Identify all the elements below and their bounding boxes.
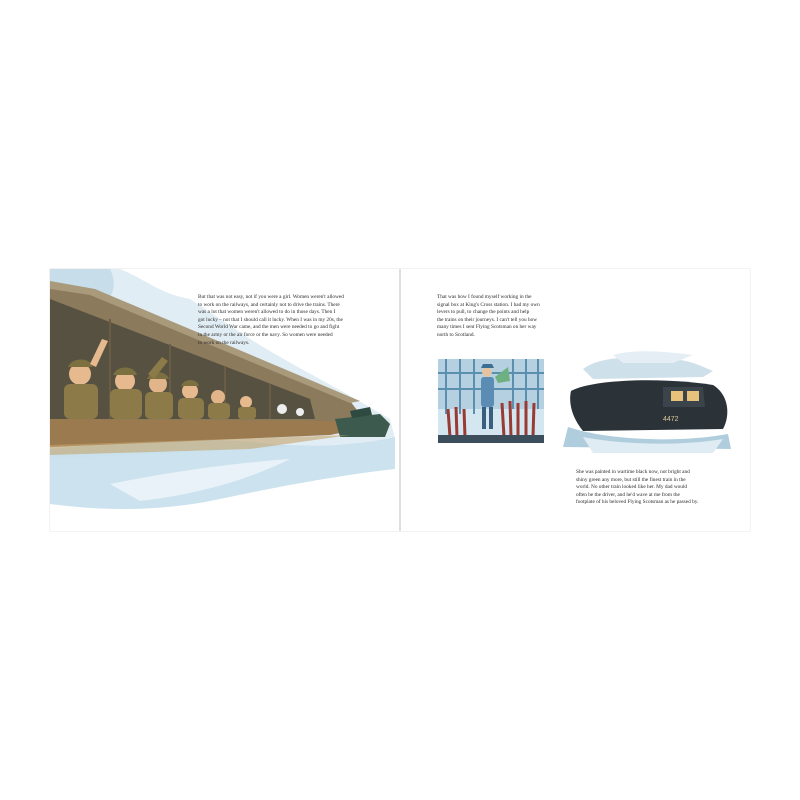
left-page-paragraph: But that was not easy, not if you were a girl. Women weren't allowed to work on the railways, and certainly not to drive the trains. There was a lot that women weren't allowed to do in those days. Then I got lucky – not that I should call it lucky. When I was in my 20s, the Second World War came, and the men were needed to go and fight in the army or the air force or the navy. So women were needed to work on the railways.: [198, 294, 344, 346]
book-spread: [50, 269, 750, 531]
right-page-paragraph-top: That was how I found myself working in the signal box at King's Cross station. I had my own levers to pull, to change the points and help the trains on their journeys. I can't tell you how many times I sent Flying Scotsman on her way north to Scotland.: [437, 294, 540, 338]
engine-number-label: 4472: [663, 416, 679, 423]
left-page: [50, 269, 399, 531]
right-page-paragraph-bottom: She was painted in wartime black now, not bright and shiny green any more, but still the finest train in the world. No other train looked like her. My dad would often be the driver, and he'd wave at me from the footplate of his beloved Flying Scotsman as he passed by.: [576, 469, 699, 506]
flying-scotsman-engine-illustration: [553, 349, 733, 453]
right-page: [401, 269, 750, 531]
signal-box-illustration: [438, 359, 544, 443]
